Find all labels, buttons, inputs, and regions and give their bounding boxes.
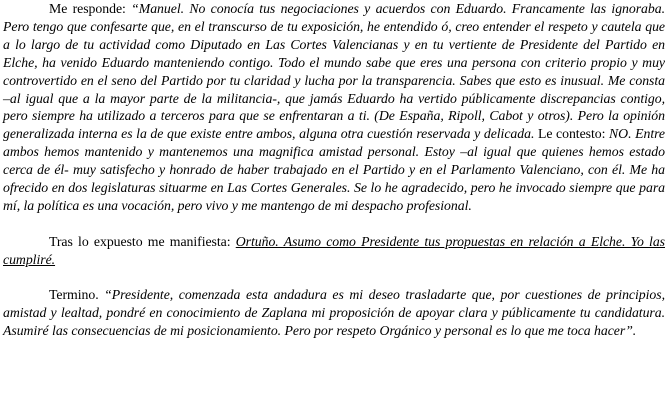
response-quote: “Manuel. No conocía tus negociaciones y acuerdos con Eduardo. Francamente las ignoraba. Pero tengo que confesarte que, en el transcurso de tu exposición, he entendido ó, creo entender el respeto y cautela que a lo largo de tu actividad como Diputado en Las Cortes Valencianas y en tu vertiente de Presidente del Partido en Elche, ha venido Eduardo manteniendo contigo. Todo el mundo sabe que eres una persona con criterio propio y muy controvertido en el seno del Partido por tu claridad y lucha por la transparencia. Sabes que esto es inusual. Me consta –al igual que a la mayor parte de la militancia-, que jamás Eduardo ha vertido públicamente discrepancias contigo, pero siempre ha utilizado a terceros para que se enfrentaran a ti. (De España, Ripoll, Cabot y otros). Pero la opinión generalizada interna es la de que existe entre ambos, alguna otra cuestión reservada y delicada. (3, 1, 666, 142)
document-body (3, 0, 665, 340)
paragraph-manifest (3, 233, 665, 269)
closing-intro: Termino. (49, 287, 105, 303)
paragraph-response (3, 0, 665, 215)
manifest-intro: Tras lo expuesto me manifiesta: (49, 233, 236, 249)
paragraph-closing (3, 286, 665, 340)
reply-text: NO. Entre ambos hemos mantenido y mantenemos una magnifica amistad personal. Estoy –al igual que quienes hemos estado cerca de él- muy satisfecho y honrado de haber trabajado en el Partido y en el Parlamento Valenciano, con él. Me ha ofrecido en dos legislaturas situarme en Las Cortes Generales. Se lo he agradecido, pero he invocado siempre que para mí, la política es una vocación, pero vivo y me mantengo de mi despacho profesional. (3, 126, 666, 213)
closing-quote: “Presidente, comenzada esta andadura es mi deseo trasladarte que, por cuestiones de principios, amistad y lealtad, pondré en conocimiento de Zaplana mi proposición de apoyar clara y públicamente tu candidatura. Asumiré las consecuencias de mi posicionamiento. Pero por respeto Orgánico y personal es lo que me toca hacer”. (3, 287, 665, 339)
reply-intro: Le contesto: (534, 126, 610, 142)
manifest-quote: Ortuño. Asumo como Presidente tus propuestas en relación a Elche. Yo las cumpliré. (3, 233, 665, 267)
paragraph-spacer (3, 215, 665, 233)
response-intro: Me responde: (49, 1, 132, 16)
paragraph-spacer (3, 269, 665, 287)
